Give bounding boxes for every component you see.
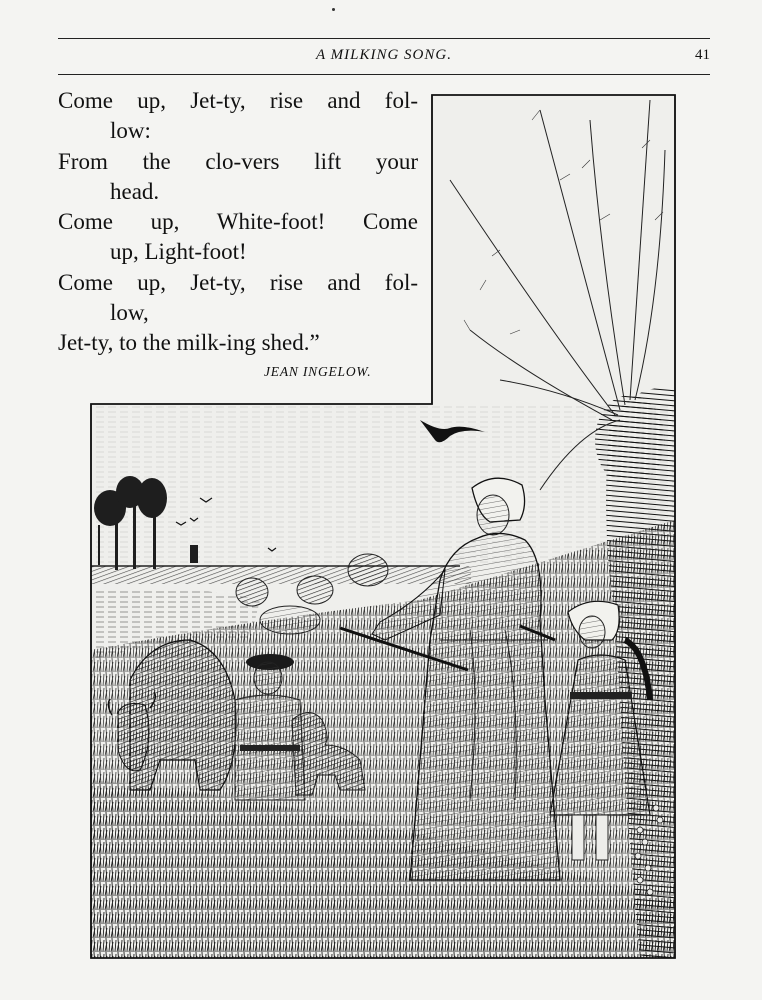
poem-line: Come up, Jet-ty, rise and fol- — [58, 88, 418, 113]
poem-line: From the clo-vers lift your — [58, 148, 418, 174]
poem-line: Come up, White-foot! Come — [58, 209, 418, 235]
poem-line: head. — [110, 178, 160, 204]
poem-line: Come up, Jet-ty, rise and fol- — [58, 269, 418, 295]
page-number: 41 — [695, 47, 710, 63]
running-head: A MILKING SONG. — [316, 47, 452, 63]
poem-line: low: — [110, 118, 151, 144]
poem-line: low, — [110, 300, 149, 326]
poem-line: up, Light-foot! — [110, 239, 247, 265]
poem-line: Jet-ty, to the milk-ing shed.” — [58, 330, 320, 356]
poem-author: JEAN INGELOW. — [264, 364, 372, 379]
